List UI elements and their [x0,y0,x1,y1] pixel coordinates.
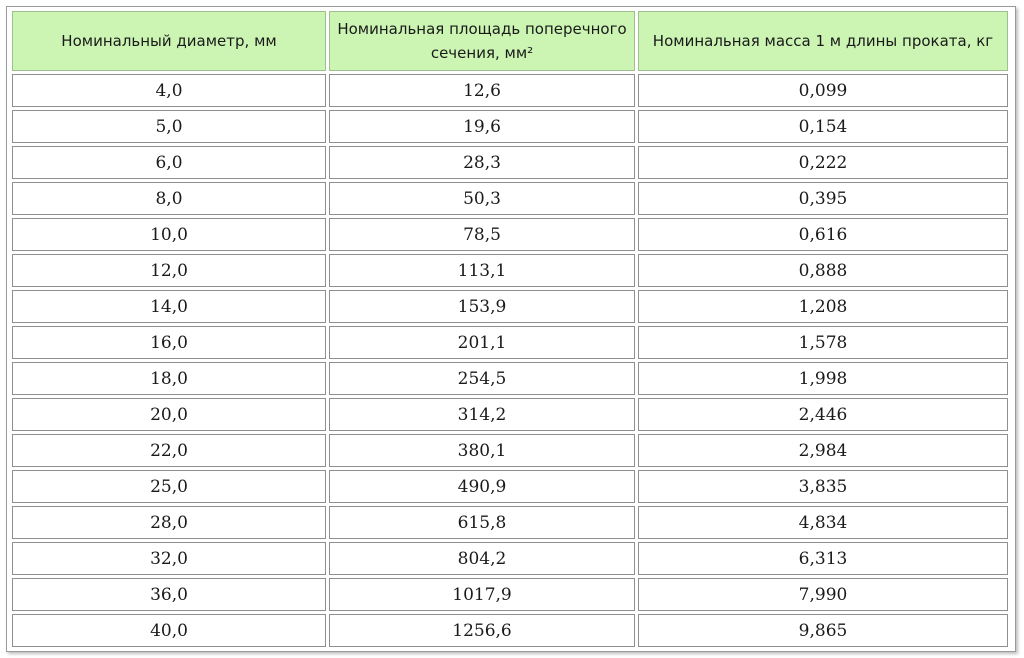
cell-diameter: 18,0 [12,362,326,395]
cell-area: 50,3 [329,182,635,215]
cell-area: 314,2 [329,398,635,431]
header-diameter: Номинальный диаметр, мм [12,11,326,71]
cell-diameter: 4,0 [12,74,326,107]
cell-mass: 0,099 [638,74,1008,107]
cell-diameter: 12,0 [12,254,326,287]
cell-area: 1256,6 [329,614,635,647]
cell-diameter: 32,0 [12,542,326,575]
cell-mass: 6,313 [638,542,1008,575]
table-row [12,146,1008,179]
cell-area: 12,6 [329,74,635,107]
cell-mass: 7,990 [638,578,1008,611]
cell-area: 153,9 [329,290,635,323]
cell-diameter: 6,0 [12,146,326,179]
cell-mass: 2,446 [638,398,1008,431]
cell-diameter: 5,0 [12,110,326,143]
cell-area: 380,1 [329,434,635,467]
table-row [12,578,1008,611]
cell-area: 19,6 [329,110,635,143]
cell-mass: 0,616 [638,218,1008,251]
table-row [12,218,1008,251]
cell-area: 201,1 [329,326,635,359]
cell-diameter: 20,0 [12,398,326,431]
cell-mass: 3,835 [638,470,1008,503]
table-row [12,398,1008,431]
cell-area: 804,2 [329,542,635,575]
cell-mass: 0,154 [638,110,1008,143]
cell-mass: 1,998 [638,362,1008,395]
cell-mass: 9,865 [638,614,1008,647]
cell-diameter: 40,0 [12,614,326,647]
table-row [12,434,1008,467]
cell-diameter: 25,0 [12,470,326,503]
cell-area: 490,9 [329,470,635,503]
table-row [12,614,1008,647]
table-row [12,506,1008,539]
table-row [12,182,1008,215]
cell-diameter: 14,0 [12,290,326,323]
cell-area: 615,8 [329,506,635,539]
cell-mass: 1,578 [638,326,1008,359]
cell-area: 254,5 [329,362,635,395]
rebar-specs-table [9,8,1011,650]
cell-diameter: 36,0 [12,578,326,611]
cell-area: 113,1 [329,254,635,287]
cell-diameter: 8,0 [12,182,326,215]
header-row [12,11,1008,71]
table-row [12,74,1008,107]
header-mass: Номинальная масса 1 м длины проката, кг [638,11,1008,71]
table-row [12,362,1008,395]
cell-area: 78,5 [329,218,635,251]
table-row [12,470,1008,503]
cell-diameter: 28,0 [12,506,326,539]
table-row [12,326,1008,359]
cell-diameter: 22,0 [12,434,326,467]
cell-area: 28,3 [329,146,635,179]
cell-diameter: 10,0 [12,218,326,251]
table-row [12,110,1008,143]
cell-mass: 2,984 [638,434,1008,467]
cell-diameter: 16,0 [12,326,326,359]
cell-mass: 4,834 [638,506,1008,539]
cell-mass: 0,222 [638,146,1008,179]
cell-mass: 0,395 [638,182,1008,215]
table-row [12,290,1008,323]
cell-mass: 1,208 [638,290,1008,323]
cell-area: 1017,9 [329,578,635,611]
table-row [12,542,1008,575]
data-table-container [6,6,1016,652]
table-body [12,74,1008,647]
table-row [12,254,1008,287]
header-area: Номинальная площадь поперечного сечения, мм² [329,11,635,71]
cell-mass: 0,888 [638,254,1008,287]
